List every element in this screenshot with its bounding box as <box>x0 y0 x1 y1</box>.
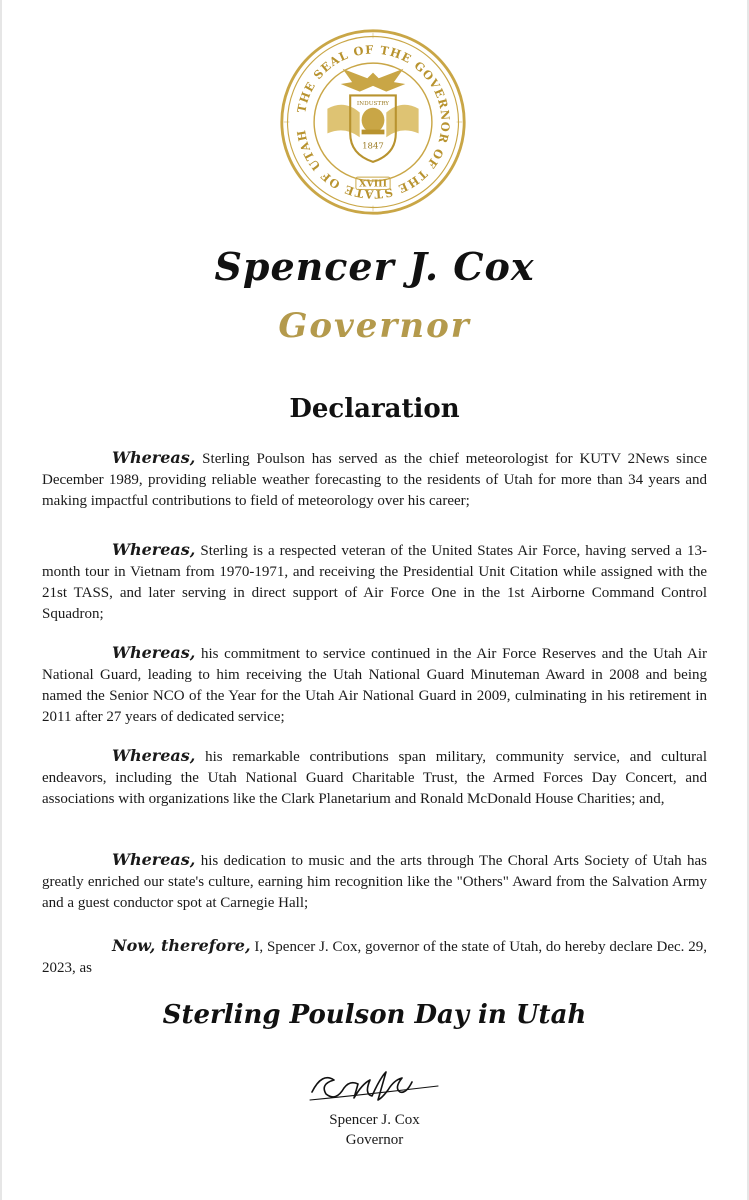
paragraph-lead: Whereas, <box>112 540 196 559</box>
declared-day-title: Sterling Poulson Day in Utah <box>162 1000 587 1030</box>
whereas-paragraph-4 <box>42 745 707 810</box>
whereas-paragraph-2 <box>42 539 707 625</box>
paragraph-lead: Now, therefore, <box>112 936 251 955</box>
document-heading: Declaration <box>289 394 460 424</box>
seal-numeral: XVIII <box>358 178 388 190</box>
paragraph-text: I, Spencer J. Cox, governor of the state of Utah, do hereby declare Dec. 29, 2023, as <box>42 939 708 976</box>
seal-ring-text: THE SEAL OF THE GOVERNOR OF THE STATE OF UTAH <box>293 42 453 202</box>
paragraph-text: his dedication to music and the arts through The Choral Arts Society of Utah has greatly enriched our state's culture, earning him recognition like the "Others" Award from the Salvation Army and a guest conductor spot at Carnegie Hall; <box>42 853 707 911</box>
governor-title-heading: Governor <box>278 306 471 346</box>
whereas-paragraph-3 <box>42 642 707 728</box>
paragraph-lead: Whereas, <box>112 448 196 467</box>
governor-name-heading: Spencer J. Cox <box>214 244 535 289</box>
paragraph-text: Sterling Poulson has served as the chief meteorologist for KUTV 2News since December 1989, providing reliable weather forecasting to the residents of Utah for more than 34 years and making impactful contributions to field of meteorology over his career; <box>42 451 707 509</box>
signatory-name: Spencer J. Cox <box>329 1112 420 1128</box>
paragraph-lead: Whereas, <box>112 643 196 662</box>
whereas-paragraph-1 <box>42 447 707 512</box>
signatory-title: Governor <box>345 1132 404 1148</box>
paragraph-lead: Whereas, <box>112 850 196 869</box>
whereas-paragraph-5 <box>42 849 707 914</box>
paragraph-text: his commitment to service continued in the Air Force Reserves and the Utah Air National Guard, leading to him receiving the Utah National Guard Minuteman Award in 2008 and being named the Senior NCO of the Year for the Utah Air National Guard in 2009, culminating in his retirement in 2011 after 27 years of dedicated service; <box>42 646 707 725</box>
seal-year: 1847 <box>362 141 384 152</box>
handwritten-signature <box>300 1060 450 1110</box>
paragraph-lead: Whereas, <box>112 746 196 765</box>
paragraph-text: Sterling is a respected veteran of the United States Air Force, having served a 13-month tour in Vietnam from 1970-1971, and receiving the Presidential Unit Citation while assigned with the 21st TASS, and later serving in direct support of Air Force One in the 1st Airborne Command Control Squadron; <box>42 543 707 622</box>
seal-banner: INDUSTRY <box>356 100 390 107</box>
now-therefore-paragraph <box>42 935 707 979</box>
governor-seal <box>278 27 468 217</box>
paragraph-text: his remarkable contributions span military, community service, and cultural endeavors, including the Utah National Guard Charitable Trust, the Armed Forces Day Concert, and associations with organizations like the Clark Planetarium and Ronald McDonald House Charities; and, <box>42 749 707 807</box>
